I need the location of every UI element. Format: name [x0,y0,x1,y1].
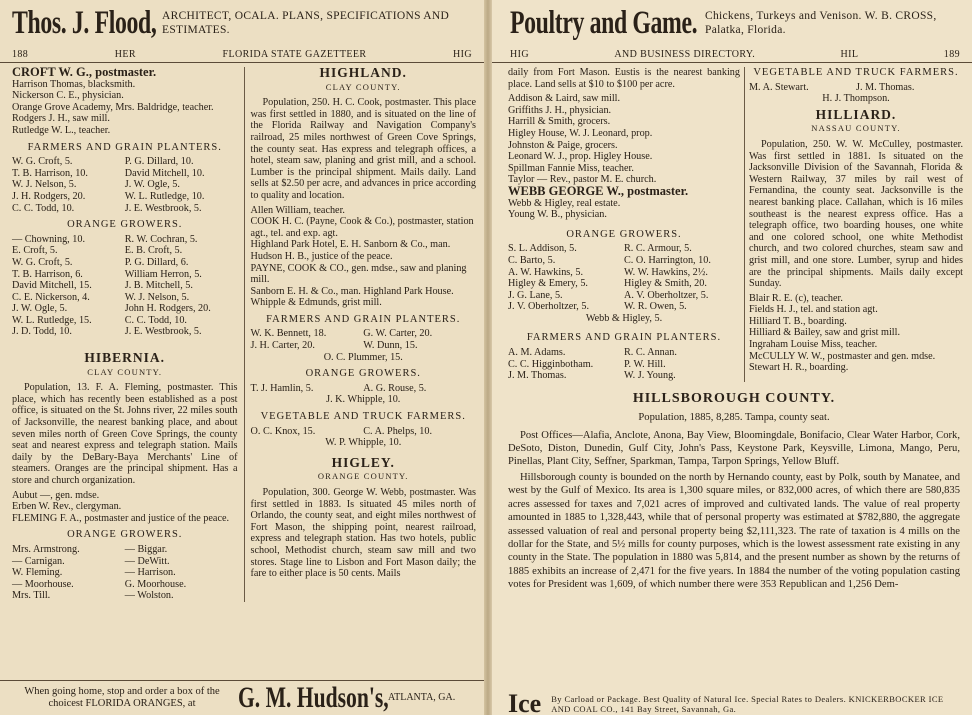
list-row [508,267,740,279]
entry: Aubut —, gen. mdse. [12,489,100,501]
list-item: W. P. Whipple, 10. [325,437,402,449]
entry: Stewart H. R., boarding. [749,362,849,374]
post-offices: Post Offices—Alafia, Anclote, Anona, Bay View, Bloomingdale, Bonifacio, Clear Water Harbor, Cork, DeSoto, Diston, Dunedin, Gulf City, John's Pass, Keystone Park, Keysville, Limona, Mango, Peru, Pinellas, Plant City, Seffner, Sparkman, Tampa, Tarpon Springs, Yellow Bluff. [508,429,960,468]
entry: Rodgers J. H., saw mill. [12,113,110,125]
list-row [508,359,740,371]
list-item: E. Croft, 5. [12,245,58,257]
list-row [12,269,238,281]
ad-name: Thos. J. Flood, [12,4,157,41]
list-item: William Herron, 5. [124,268,202,280]
left-column-2 [251,67,477,602]
list-item: — Moorhouse. [12,578,74,590]
right-footer-ad [492,689,972,715]
list-item: C. O. Harrington, 10. [624,254,711,266]
entry: COOK H. C. (Payne, Cook & Co.), postmaster, station agt., tel. and exp. agt. [250,216,474,239]
list-item: P. G. Dillard, 10. [124,156,194,168]
place-description: Population, 13. F. A. Fleming, postmaster. This place, which has recently been established as a post office, is situated on the St. Johns river, 22 miles south of Jacksonville, the nearest banking place, and about seven miles north of Green Cove Springs, the county seat and nearest express and telegraph station. Mails daily by the DeBary-Baya Merchants' Line of steamers. Oranges are the principal shipment. Has a store and church organization. [12,382,238,486]
entry: McCULLY W. W., postmaster and gen. mdse. [749,350,936,362]
list-row [251,340,477,352]
list-row [508,278,740,290]
ad-text: ARCHITECT, OCALA. PLANS, SPECIFICATIONS AND ESTIMATES. [162,10,450,36]
entry: Highland Park Hotel, E. H. Sanborn & Co., man. [250,239,451,251]
list-item: Higley & Smith, 20. [624,278,707,290]
entry: Hilliard & Bailey, saw and grist mill. [749,327,900,339]
right-column-1 [508,67,740,382]
list-item: — Harrison. [124,567,176,579]
list-row [508,243,740,255]
list-item: O. C. Knox, 15. [250,425,316,437]
list-row [12,590,238,602]
running-head [492,46,972,63]
list-item: O. C. Plummer, 15. [323,351,403,363]
list-row [251,426,477,438]
list-item: J. H. Carter, 20. [250,340,315,352]
list-item: A. V. Oberholtzer, 5. [624,289,709,301]
list-row [12,156,238,168]
list-row [12,280,238,292]
entry: Harrison Thomas, blacksmith. [12,78,136,90]
entry: Higley House, W. J. Leonard, prop. [508,127,653,139]
entry: CROFT W. G., postmaster. [12,65,157,79]
running-head-right: HIG [453,48,472,60]
list-item: A. G. Rouse, 5. [363,382,427,394]
list-row [12,245,238,257]
running-head-left: HIG [510,48,529,60]
list-row [12,168,238,180]
list-row [12,315,238,327]
column-divider [244,67,245,602]
list-item: — DeWitt. [124,555,170,567]
list-row [12,556,238,568]
list-item: T. B. Harrison, 6. [12,268,83,280]
page-number: 188 [12,48,29,60]
entry: Harrill & Smith, grocers. [508,116,611,128]
list-item: W. J. Young. [624,370,676,382]
county-title: HILLSBOROUGH COUNTY. [632,390,836,406]
list-row [12,234,238,246]
list-item: J. M. Thomas. [508,370,567,382]
place-description: Population, 300. George W. Webb, postmaster. Was first settled in 1883. Is situated 45 miles north of Orlando, the county seat, and eight miles northwest of Fort Mason, the shipping point, nearest railroad, express and telegraph station. Has two hotels, public school, Methodist church, steam saw mill and two stores. Stage line to Lisbon and Fort Mason daily; the fare to either place is 50 cents. Mails [250,487,476,580]
list-item: W. K. Bennett, 18. [250,328,327,340]
entry: Erben W. Rev., clergyman. [12,501,122,513]
entry: Allen William, teacher. [250,204,345,216]
list-item: W. L. Rutledge, 15. [12,314,92,326]
list-item: W. Dunn, 15. [363,340,418,352]
footer-ad-text: By Carload or Package. Best Quality of Natural Ice. Special Rates to Dealers. KNICKERBOCKER ICE AND COAL CO., 141 Bay Street, Savannah, Ga. [551,694,944,714]
entry: Whipple & Edmunds, grist mill. [250,297,382,309]
list-row [508,290,740,302]
list-item: J. H. Rodgers, 20. [12,190,86,202]
list-item: C. E. Nickerson, 4. [12,291,90,303]
entry: Spillman Fannie Miss, teacher. [508,162,634,174]
list-item: C. Barto, 5. [508,254,556,266]
list-row [12,579,238,591]
continued-text: daily from Fort Mason. Eustis is the nearest banking place. Land sells at $10 to $100 per acre. [508,67,740,90]
list-row [251,383,477,395]
footer-ad-location: ATLANTA, GA. [388,692,456,703]
list-row [251,328,477,340]
list-item: W. G. Croft, 5. [12,256,73,268]
list-row [508,370,740,382]
list-row [12,292,238,304]
section-heading: ORANGE GROWERS. [305,368,421,380]
list-item: P. G. Dillard, 6. [124,256,189,268]
entry: Hudson H. B., justice of the peace. [250,250,393,262]
right-header-ad [492,0,972,46]
section-heading: ORANGE GROWERS. [67,529,183,541]
right-column-2 [749,67,963,382]
entry: Sanborn E. H. & Co., man. Highland Park House. [250,285,454,297]
ad-name: Poultry and Game. [510,4,698,41]
entry: WEBB GEORGE W., postmaster. [508,183,689,198]
list-row [12,544,238,556]
list-row [12,191,238,203]
list-item: W. J. Nelson, 5. [124,291,190,303]
list-row [508,255,740,267]
place-title: HIGLEY. [331,454,395,470]
list-item: J. E. Westbrook, 5. [124,202,202,214]
list-item: H. J. Thompson. [822,93,890,105]
page-number: 189 [943,48,960,60]
list-item: J. W. Ogle, 5. [124,179,180,191]
list-item: S. L. Addison, 5. [508,243,577,255]
entry: Orange Grove Academy, Mrs. Baldridge, teacher. [12,101,214,113]
list-item: C. C. Todd, 10. [12,202,75,214]
list-item: T. J. Hamlin, 5. [250,382,314,394]
list-item: W. G. Croft, 5. [12,156,73,168]
ad-text: Chickens, Turkeys and Venison. W. B. CROSS, Palatka, Florida. [705,10,937,36]
entry: Blair R. E. (c), teacher. [749,292,843,304]
list-item: G. Moorhouse. [124,578,187,590]
list-item: J. K. Whipple, 10. [326,394,401,406]
place-title: HIBERNIA. [84,350,166,366]
list-item: A. W. Hawkins, 5. [508,266,583,278]
place-description: Population, 250. W. W. McCulley, postmaster. Was first settled in 1881. Is situated on the Jacksonville Division of the Savannah, Florida & Western Railway, 37 miles by rail west of Fernandina, the county seat. Jacksonville is the nearest banking place. Callahan, which is 16 miles southeast is the nearest express office. Has a telegraph office, two boarding houses, one white and one colored school, one white Methodist church, and two colored churches, steam saw and grist mill, and one store. Lumber, syrup and hides are the principal shipments. Mails daily except Sunday. [749,138,963,290]
section-heading: FARMERS AND GRAIN PLANTERS. [526,332,722,344]
list-row [12,567,238,579]
running-head [0,46,484,63]
list-item: M. A. Stewart. [749,81,809,93]
entry: Taylor — Rev., pastor M. E. church. [508,174,657,186]
footer-ad-text: When going home, stop and order a box of the choicest FLORIDA ORANGES, at [24,686,220,709]
entry: PAYNE, COOK & CO., gen. mdse., saw and planing mill. [250,262,467,286]
list-row [12,257,238,269]
left-page [0,0,484,715]
entry: Leonard W. J., prop. Higley House. [508,151,653,163]
entry: Ingraham Louise Miss, teacher. [749,339,878,351]
running-head-title: FLORIDA STATE GAZETTEER [222,48,367,60]
place-title: HIGHLAND. [319,65,407,80]
list-item: J. W. Ogle, 5. [12,303,68,315]
list-item: A. M. Adams. [508,347,566,359]
list-item: Webb & Higley, 5. [585,312,663,324]
section-heading: ORANGE GROWERS. [67,219,183,231]
list-row [12,326,238,338]
section-heading: VEGETABLE AND TRUCK FARMERS. [753,67,959,78]
list-item: W. R. Owen, 5. [624,301,687,313]
running-head-right: HIL [840,48,859,60]
list-item: J. G. Lane, 5. [508,289,563,301]
county-article [492,392,972,592]
county-label: ORANGE COUNTY. [317,471,409,482]
list-item: R. C. Annan. [624,347,677,359]
list-item: R. W. Cochran, 5. [124,233,198,245]
county-population: Population, 1885, 8,285. Tampa, county seat. [638,412,830,424]
list-item: J. E. Westbrook, 5. [124,326,202,338]
entry: FLEMING F. A., postmaster and justice of the peace. [12,512,230,524]
running-head-left: HER [114,48,136,60]
list-item: R. C. Armour, 5. [624,243,692,255]
list-item: W. J. Nelson, 5. [12,179,77,191]
list-item: W. Fleming. [12,567,63,579]
county-description: Hillsborough county is bounded on the north by Hernando county, east by Polk, south by Manatee, and west by the Gulf of Mexico. Its area is 1,300 square miles, or 832,000 acres, of which there are 580,835 acres assessed for taxes and 7,021 acres of improved and cultivated lands. The value of real property amounted in 1885 to 1,328,443, while that of personal property was estimated at $782,880, the aggregate assessed valuation of real and personal property being $2,111,323. The rate of taxation is 4 mills on the dollar for the State, and 5½ mills for county purposes, which is the lowest assessment rate existing in any county in the State. The population in 1880 was 5,814, and the present number as shown by the returns of 1885 exhibits an increase of 2,471 for the five years. In 1884 the number of the voting population casting votes for President was 1,609, of which number there were 353 Republican and 1,256 Dem- [508,471,960,591]
list-row [12,203,238,215]
left-footer-ad [0,680,484,715]
entry: Young W. B., physician. [508,209,607,221]
list-item: Mrs. Armstrong. [12,543,80,555]
place-description: Population, 250. H. C. Cook, postmaster. This place was first settled in 1880, and is situated on the line of the Florida Railway and Navigation Company's railroad, 25 miles northwest of Green Cove Springs, the county seat. Has express and telegraph offices, a hotel, steam saw, planing and grist mill, and a school. Lumber is the principal shipment. Mails daily. Land sells at $2.50 per acre, and advances in price according to quality and location. [250,97,476,201]
entry: Johnston & Paige, grocers. [508,139,618,151]
list-row [508,347,740,359]
list-item: C. C. Higginbotham. [508,358,594,370]
county-label: CLAY COUNTY. [325,81,401,92]
place-title: HILLIARD. [815,106,897,122]
list-item: — Carnigan. [12,555,65,567]
list-item: W. L. Rutledge, 10. [124,190,205,202]
book-gutter [484,0,492,715]
section-heading: VEGETABLE AND TRUCK FARMERS. [260,411,466,423]
entry: Rutledge W. L., teacher. [12,124,111,136]
left-column-1 [12,67,238,602]
list-row [12,303,238,315]
list-item: — Biggar. [124,543,168,555]
list-item: E. B. Croft, 5. [124,245,183,257]
list-item: John H. Rodgers, 20. [124,303,211,315]
entry: Webb & Higley, real estate. [508,197,621,209]
list-item: Mrs. Till. [12,590,51,602]
list-item: — Wolston. [124,590,174,602]
list-row [12,179,238,191]
entry: Fields H. J., tel. and station agt. [749,304,878,316]
list-item: J. V. Oberholtzer, 5. [508,301,589,313]
list-item: Higley & Emery, 5. [508,278,588,290]
footer-ad-name: Ice [508,689,542,715]
list-item: David Mitchell, 15. [12,280,92,292]
list-item: David Mitchell, 10. [124,167,205,179]
list-item: P. W. Hill. [624,358,666,370]
entry: Hilliard T. B., boarding. [749,315,847,327]
list-row [749,82,963,94]
entry: Addison & Laird, saw mill. [508,93,621,105]
county-label: NASSAU COUNTY. [811,123,901,134]
list-item: — Chowning, 10. [12,233,86,245]
list-item: J. B. Mitchell, 5. [124,280,193,292]
list-item: J. D. Todd, 10. [12,326,72,338]
list-item: J. M. Thomas. [856,81,915,93]
list-item: T. B. Harrison, 10. [12,167,88,179]
list-item: W. W. Hawkins, 2½. [624,266,708,278]
section-heading: ORANGE GROWERS. [566,228,682,240]
list-item: C. A. Phelps, 10. [363,425,433,437]
section-heading: FARMERS AND GRAIN PLANTERS. [266,313,461,325]
column-divider [744,67,745,382]
running-head-title: AND BUSINESS DIRECTORY. [614,48,756,60]
county-label: CLAY COUNTY. [87,366,163,377]
list-row [508,301,740,313]
entry: Nickerson C. E., physician. [12,90,124,102]
footer-ad-name: G. M. Hudson's, [238,681,389,714]
right-page [492,0,972,715]
list-item: G. W. Carter, 20. [363,328,433,340]
left-header-ad [0,0,484,46]
entry: Griffiths J. H., physician. [508,104,612,116]
section-heading: FARMERS AND GRAIN PLANTERS. [27,141,222,153]
list-item: C. C. Todd, 10. [124,314,187,326]
